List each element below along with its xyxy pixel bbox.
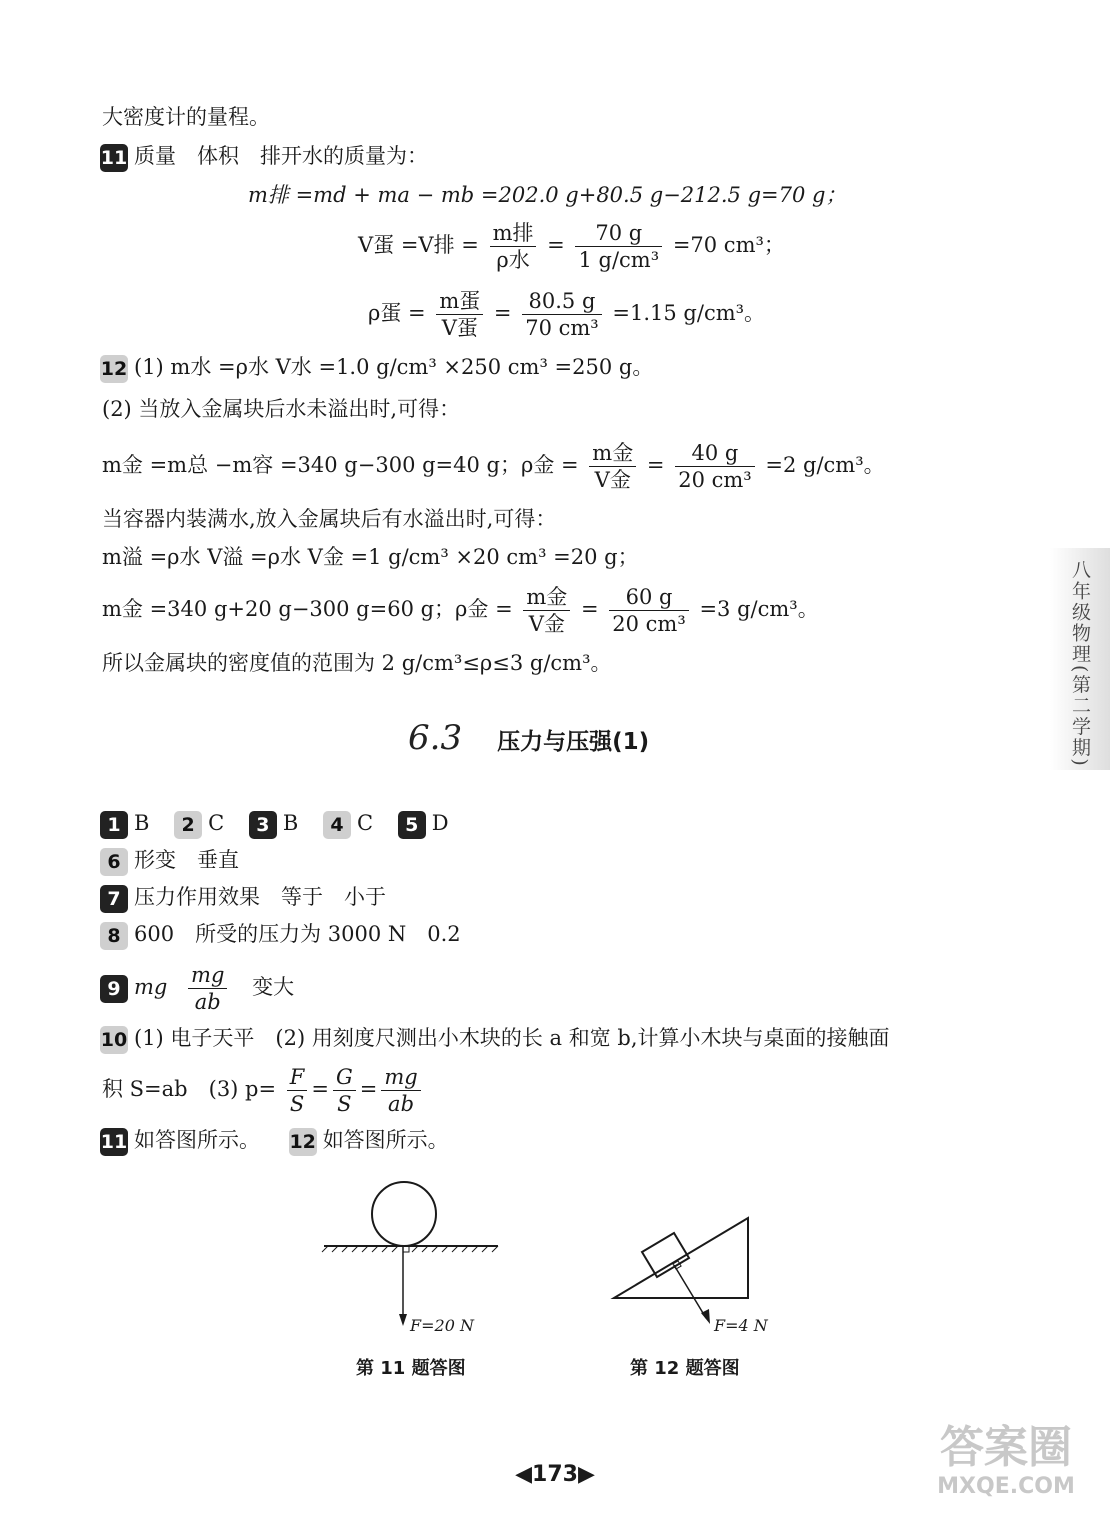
side-label: 八年级物理(第二学期) <box>1069 560 1091 768</box>
question-7: 7 压力作用效果 等于 小于 <box>100 884 386 913</box>
section-title: 压力与压强(1) <box>497 729 650 755</box>
question-text: (1) m水 =ρ水 V水 =1.0 g/cm³ ×250 cm³ =250 g。 <box>134 355 654 379</box>
answer-item: 1 B <box>100 811 149 835</box>
answer-item: 5 D <box>398 811 449 835</box>
section-heading <box>408 718 649 758</box>
fraction: $\frac{70 g}{\text{1 g/cm³}}$ <box>575 220 662 273</box>
page-number: ◀173▶ <box>515 1462 595 1487</box>
force-label: F=20 N <box>410 1316 474 1335</box>
fraction: $\frac{80.5 g}{\text{70 cm³}}$ <box>522 288 602 341</box>
answer-item: 4 C <box>323 811 373 835</box>
triangle-left-icon: ◀ <box>515 1462 533 1487</box>
equation-right: =70 cm³； <box>672 233 785 257</box>
equation-right: =1.15 g/cm³。 <box>612 301 766 325</box>
fraction: $\frac{mg}{ab}$ <box>188 962 227 1015</box>
fraction: $\frac{40 g}{\text{20 cm³}}$ <box>675 440 755 493</box>
question-number-badge: 11 <box>100 144 128 172</box>
answers-row <box>100 810 449 839</box>
question-11: 11 如答图所示。 12 如答图所示。 <box>100 1127 449 1156</box>
question-number-badge: 12 <box>100 355 128 383</box>
answer-line: 所以金属块的密度值的范围为 2 g/cm³≤ρ≤3 g/cm³。 <box>102 651 612 675</box>
fraction: $\frac{mg}{ab}$ <box>381 1064 420 1117</box>
figure-caption: 第 11 题答图 <box>356 1358 466 1379</box>
equation-line: m排 =md + ma − mb =202.0 g+80.5 g−212.5 g=70 g； <box>248 183 847 207</box>
fraction: $\frac{G}{S}$ <box>333 1064 356 1117</box>
question-8: 8 600 所受的压力为 3000 N 0.2 <box>100 921 461 950</box>
question-10: 10 (1) 电子天平 (2) 用刻度尺测出小木块的长 a 和宽 b,计算小木块与桌面的接触面 <box>100 1025 890 1054</box>
fraction: $\frac{\text{m金}}{\text{V金}}$ <box>589 440 636 493</box>
figure-12-diagram <box>606 1212 766 1332</box>
equation-line: V蛋 =V排 = $\frac{\text{m排}}{\text{ρ水}}$ = $\frac{70 g}{\text{1 g/cm³}}$ =70 cm³； <box>358 221 785 272</box>
force-label: F=4 N <box>714 1316 768 1335</box>
fraction: $\frac{60 g}{\text{20 cm³}}$ <box>609 584 689 637</box>
fraction: $\frac{\text{m排}}{\text{ρ水}}$ <box>490 220 537 273</box>
fraction: $\frac{F}{S}$ <box>287 1064 308 1117</box>
question-text: 质量 体积 排开水的质量为： <box>134 144 428 168</box>
answer-line: (2) 当放入金属块后水未溢出时,可得： <box>102 397 461 421</box>
equation-line: m金 =340 g+20 g−300 g=60 g；ρ金 = $\frac{\text{m金}}{\text{V金}}$ = $\frac{60 g}{\text{20 cm³}}$ =3 g/cm³。 <box>102 585 819 636</box>
equation-line: 积 S=ab (3) p= $\frac{F}{S}$ = $\frac{G}{S}$ = $\frac{mg}{ab}$ <box>102 1064 425 1117</box>
triangle-right-icon: ▶ <box>577 1462 595 1487</box>
fraction: $\frac{\text{m蛋}}{\text{V蛋}}$ <box>436 288 483 341</box>
answer-item: 2 C <box>174 811 224 835</box>
equation-line: ρ蛋 = $\frac{\text{m蛋}}{\text{V蛋}}$ = $\frac{80.5 g}{\text{70 cm³}}$ =1.15 g/cm³。 <box>368 289 766 340</box>
continuation-text: 大密度计的量程。 <box>102 105 270 129</box>
section-number: 6.3 <box>408 718 463 758</box>
figure-caption: 第 12 题答图 <box>630 1358 740 1379</box>
watermark: 答案圈 MXQE.COM <box>937 1422 1075 1499</box>
answer-item: 3 B <box>249 811 298 835</box>
fraction: $\frac{\text{m金}}{\text{V金}}$ <box>523 584 570 637</box>
answer-line: 当容器内装满水,放入金属块后有水溢出时,可得： <box>102 507 557 531</box>
equation-left: ρ蛋 = <box>368 301 426 325</box>
question-9: 9 mg $\frac{mg}{ab}$ 变大 <box>100 962 294 1015</box>
prev-question-11 <box>100 143 428 172</box>
equation-left: V蛋 =V排 = <box>358 233 479 257</box>
equation-line: m金 =m总 −m容 =340 g−300 g=40 g；ρ金 = $\frac{\text{m金}}{\text{V金}}$ = $\frac{40 g}{\text{20 cm³}}$ =2 g/cm³。 <box>102 441 885 492</box>
equation-line: m溢 =ρ水 V溢 =ρ水 V金 =1 g/cm³ ×20 cm³ =20 g； <box>102 545 639 569</box>
prev-question-12 <box>100 354 653 383</box>
question-6: 6 形变 垂直 <box>100 847 239 876</box>
